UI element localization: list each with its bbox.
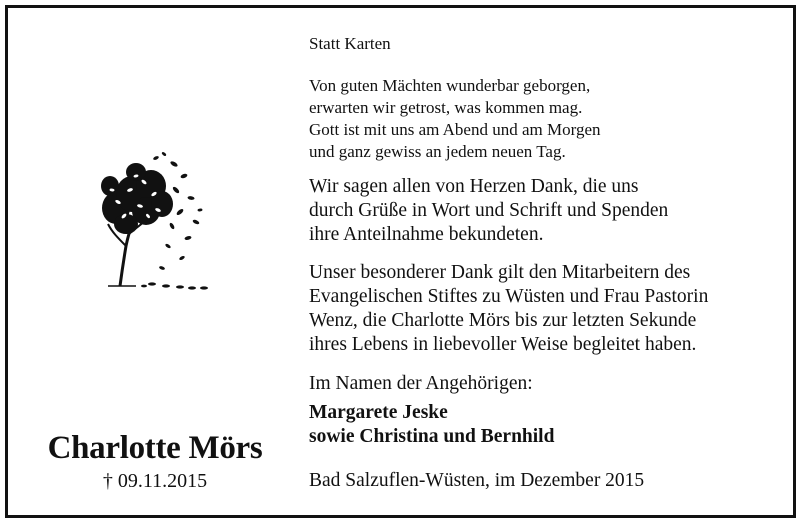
special-thanks-paragraph	[309, 261, 708, 357]
thanks-line: durch Grüße in Wort und Schrift und Spenden	[309, 200, 669, 221]
special-thanks-line: Wenz, die Charlotte Mörs bis zur letzten Sekunde	[309, 310, 697, 331]
poem-line: und ganz gewiss an jedem neuen Tag.	[309, 142, 566, 161]
poem	[309, 75, 601, 163]
thanks-line: Wir sagen allen von Herzen Dank, die uns	[309, 176, 639, 197]
heading-statt-karten: Statt Karten	[309, 34, 391, 53]
place-and-date: Bad Salzuflen-Wüsten, im Dezember 2015	[309, 470, 645, 491]
special-thanks-line: ihres Lebens in liebevoller Weise begleitet haben.	[309, 334, 697, 355]
special-thanks-line: Unser besonderer Dank gilt den Mitarbeitern des	[309, 262, 691, 283]
thanks-paragraph	[309, 175, 668, 247]
poem-line: Gott ist mit uns am Abend und am Morgen	[309, 120, 601, 139]
mourner-names	[309, 401, 554, 449]
poem-line: Von guten Mächten wunderbar geborgen,	[309, 76, 591, 95]
deceased-name: Charlotte Mörs	[47, 430, 263, 466]
death-date: † 09.11.2015	[102, 470, 208, 492]
names-intro: Im Namen der Angehörigen:	[309, 373, 533, 394]
special-thanks-line: Evangelischen Stiftes zu Wüsten und Frau Pastorin	[309, 286, 709, 307]
windblown-tree-icon	[96, 146, 216, 296]
mourner-name: Margarete Jeske	[309, 402, 448, 423]
poem-line: erwarten wir getrost, was kommen mag.	[309, 98, 583, 117]
thanks-line: ihre Anteilnahme bekundeten.	[309, 224, 544, 245]
mourner-name: sowie Christina und Bernhild	[309, 426, 555, 447]
